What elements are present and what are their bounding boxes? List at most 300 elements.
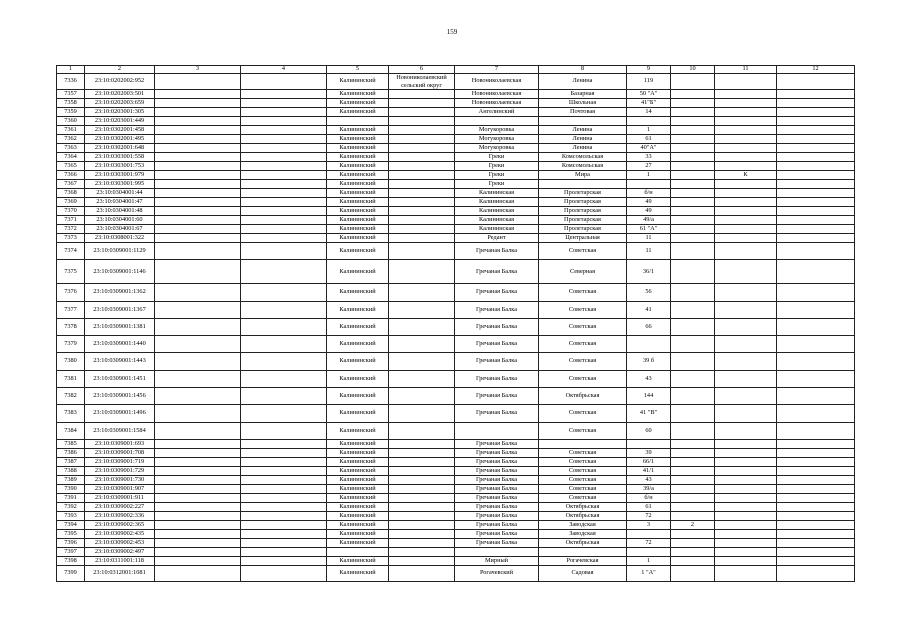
cadastral-number-cell: 23:10:0304001:60 — [85, 216, 155, 225]
empty-cell — [241, 153, 327, 162]
row-number-cell: 7363 — [57, 144, 85, 153]
empty-cell — [241, 439, 327, 448]
settlement-area-cell — [389, 556, 455, 565]
column-11-cell — [715, 135, 777, 144]
column-10-cell — [671, 108, 715, 117]
empty-cell — [241, 260, 327, 284]
table-row — [57, 117, 855, 126]
empty-cell — [241, 216, 327, 225]
empty-cell — [241, 370, 327, 387]
house-number-cell: 27 — [627, 162, 671, 171]
column-10-cell: 2 — [671, 520, 715, 529]
house-number-cell: 3 — [627, 520, 671, 529]
column-11-cell — [715, 493, 777, 502]
street-cell: Советская — [539, 243, 627, 260]
street-cell: Советская — [539, 318, 627, 335]
settlement-area-cell — [389, 439, 455, 448]
cadastral-number-cell: 23:10:0309001:1367 — [85, 301, 155, 318]
empty-cell — [241, 135, 327, 144]
empty-cell — [777, 90, 855, 99]
house-number-cell — [627, 529, 671, 538]
locality-cell: Ангелинский — [455, 108, 539, 117]
district-cell: Калининский — [327, 162, 389, 171]
column-10-cell — [671, 405, 715, 422]
column-10-cell — [671, 556, 715, 565]
settlement-area-cell — [389, 538, 455, 547]
street-cell: Советская — [539, 370, 627, 387]
row-number-cell: 7386 — [57, 448, 85, 457]
district-cell: Калининский — [327, 538, 389, 547]
column-10-cell — [671, 370, 715, 387]
empty-cell — [241, 108, 327, 117]
settlement-area-cell — [389, 162, 455, 171]
district-cell: Калининский — [327, 405, 389, 422]
locality-cell: Гречаная Балка — [455, 243, 539, 260]
settlement-area-cell — [389, 301, 455, 318]
empty-cell — [155, 99, 241, 108]
locality-cell: Новониколаевская — [455, 99, 539, 108]
empty-cell — [241, 520, 327, 529]
district-cell: Калининский — [327, 135, 389, 144]
row-number-cell: 7392 — [57, 502, 85, 511]
table-row — [57, 493, 855, 502]
district-cell: Калининский — [327, 225, 389, 234]
column-11-cell: К — [715, 171, 777, 180]
row-number-cell: 7357 — [57, 90, 85, 99]
empty-cell — [777, 529, 855, 538]
column-number: 3 — [155, 66, 241, 74]
street-cell: Советская — [539, 301, 627, 318]
street-cell — [539, 439, 627, 448]
column-10-cell — [671, 90, 715, 99]
column-10-cell — [671, 171, 715, 180]
empty-cell — [241, 511, 327, 520]
empty-cell — [155, 225, 241, 234]
column-10-cell — [671, 198, 715, 207]
settlement-area-cell — [389, 448, 455, 457]
row-number-cell: 7395 — [57, 529, 85, 538]
street-cell: Пролетарская — [539, 189, 627, 198]
street-cell — [539, 117, 627, 126]
locality-cell: Гречаная Балка — [455, 484, 539, 493]
column-10-cell — [671, 216, 715, 225]
table-row — [57, 353, 855, 370]
empty-cell — [155, 234, 241, 243]
column-11-cell — [715, 243, 777, 260]
column-11-cell — [715, 216, 777, 225]
column-number: 9 — [627, 66, 671, 74]
row-number-cell: 7393 — [57, 511, 85, 520]
row-number-cell: 7379 — [57, 336, 85, 353]
settlement-area-cell — [389, 565, 455, 581]
empty-cell — [241, 353, 327, 370]
cadastral-number-cell: 23:10:0309001:1362 — [85, 284, 155, 301]
row-number-cell: 7377 — [57, 301, 85, 318]
empty-cell — [777, 448, 855, 457]
cadastral-number-cell: 23:10:0312001:1081 — [85, 565, 155, 581]
empty-cell — [777, 405, 855, 422]
street-cell: Мира — [539, 171, 627, 180]
locality-cell: Гречаная Балка — [455, 353, 539, 370]
district-cell: Калининский — [327, 180, 389, 189]
house-number-cell: 61 — [627, 502, 671, 511]
settlement-area-cell — [389, 457, 455, 466]
empty-cell — [241, 225, 327, 234]
street-cell — [539, 547, 627, 556]
district-cell: Калининский — [327, 502, 389, 511]
settlement-area-cell — [389, 243, 455, 260]
district-cell: Калининский — [327, 520, 389, 529]
column-10-cell — [671, 180, 715, 189]
row-number-cell: 7336 — [57, 74, 85, 90]
street-cell: Октябрьская — [539, 502, 627, 511]
empty-cell — [155, 336, 241, 353]
column-11-cell — [715, 538, 777, 547]
cadastral-number-cell: 23:10:0203001:305 — [85, 108, 155, 117]
row-number-cell: 7387 — [57, 457, 85, 466]
locality-cell: Калининская — [455, 207, 539, 216]
settlement-area-cell — [389, 189, 455, 198]
column-11-cell — [715, 353, 777, 370]
column-number: 5 — [327, 66, 389, 74]
cadastral-number-cell: 23:10:0309001:1440 — [85, 336, 155, 353]
column-11-cell — [715, 370, 777, 387]
empty-cell — [241, 502, 327, 511]
locality-cell: Гречаная Балка — [455, 405, 539, 422]
district-cell: Калининский — [327, 171, 389, 180]
cadastral-number-cell: 23:10:0202002:952 — [85, 74, 155, 90]
district-cell: Калининский — [327, 466, 389, 475]
settlement-area-cell — [389, 511, 455, 520]
cadastral-number-cell: 23:10:0309002:365 — [85, 520, 155, 529]
empty-cell — [777, 520, 855, 529]
table-row — [57, 189, 855, 198]
settlement-area-cell — [389, 99, 455, 108]
street-cell: Октябрьская — [539, 511, 627, 520]
empty-cell — [777, 547, 855, 556]
street-cell: Заводская — [539, 529, 627, 538]
empty-cell — [777, 198, 855, 207]
column-11-cell — [715, 318, 777, 335]
locality-cell: Гречаная Балка — [455, 260, 539, 284]
table-body — [57, 66, 855, 582]
empty-cell — [241, 388, 327, 405]
column-10-cell — [671, 511, 715, 520]
settlement-area-cell — [389, 260, 455, 284]
street-cell: Школьная — [539, 99, 627, 108]
empty-cell — [241, 198, 327, 207]
cadastral-number-cell: 23:10:0302001:648 — [85, 144, 155, 153]
locality-cell — [455, 547, 539, 556]
column-11-cell — [715, 90, 777, 99]
column-number: 12 — [777, 66, 855, 74]
empty-cell — [155, 108, 241, 117]
row-number-cell: 7384 — [57, 422, 85, 439]
district-cell: Калининский — [327, 153, 389, 162]
row-number-cell: 7378 — [57, 318, 85, 335]
district-cell: Калининский — [327, 388, 389, 405]
empty-cell — [155, 301, 241, 318]
settlement-area-cell — [389, 153, 455, 162]
cadastral-number-cell: 23:10:0309001:1451 — [85, 370, 155, 387]
house-number-cell — [627, 117, 671, 126]
empty-cell — [777, 171, 855, 180]
empty-cell — [155, 529, 241, 538]
district-cell: Калининский — [327, 207, 389, 216]
empty-cell — [241, 243, 327, 260]
column-10-cell — [671, 484, 715, 493]
table-row — [57, 405, 855, 422]
settlement-area-cell — [389, 171, 455, 180]
column-11-cell — [715, 529, 777, 538]
row-number-cell: 7399 — [57, 565, 85, 581]
column-10-cell — [671, 448, 715, 457]
street-cell: Садовая — [539, 565, 627, 581]
empty-cell — [155, 493, 241, 502]
house-number-cell: б/н — [627, 493, 671, 502]
house-number-cell: 56 — [627, 284, 671, 301]
locality-cell: Гречаная Балка — [455, 538, 539, 547]
row-number-cell: 7365 — [57, 162, 85, 171]
house-number-cell: 40"А" — [627, 144, 671, 153]
column-11-cell — [715, 144, 777, 153]
locality-cell: Гречаная Балка — [455, 520, 539, 529]
empty-cell — [241, 144, 327, 153]
cadastral-number-cell: 23:10:0304001:67 — [85, 225, 155, 234]
street-cell: Советская — [539, 405, 627, 422]
settlement-area-cell — [389, 502, 455, 511]
row-number-cell: 7360 — [57, 117, 85, 126]
street-cell: Пролетарская — [539, 198, 627, 207]
empty-cell — [155, 457, 241, 466]
empty-cell — [777, 207, 855, 216]
settlement-area-cell — [389, 207, 455, 216]
column-10-cell — [671, 284, 715, 301]
column-number: 2 — [85, 66, 155, 74]
table-row — [57, 439, 855, 448]
street-cell: Центральная — [539, 234, 627, 243]
column-10-cell — [671, 234, 715, 243]
street-cell: Комсомольская — [539, 162, 627, 171]
column-10-cell — [671, 260, 715, 284]
row-number-cell: 7389 — [57, 475, 85, 484]
table-row — [57, 336, 855, 353]
row-number-cell: 7375 — [57, 260, 85, 284]
settlement-area-cell — [389, 117, 455, 126]
district-cell: Калининский — [327, 108, 389, 117]
row-number-cell: 7381 — [57, 370, 85, 387]
empty-cell — [241, 538, 327, 547]
house-number-cell: 36/1 — [627, 260, 671, 284]
house-number-cell: 50 "А" — [627, 90, 671, 99]
table-row — [57, 126, 855, 135]
cadastral-number-cell: 23:10:0309002:497 — [85, 547, 155, 556]
house-number-cell: 41 — [627, 301, 671, 318]
house-number-cell: 60 — [627, 422, 671, 439]
settlement-area-cell — [389, 475, 455, 484]
district-cell: Калининский — [327, 529, 389, 538]
row-number-cell: 7361 — [57, 126, 85, 135]
table-row — [57, 318, 855, 335]
house-number-cell: 119 — [627, 74, 671, 90]
locality-cell: Гречаная Балка — [455, 336, 539, 353]
table-row — [57, 225, 855, 234]
house-number-cell: 33 — [627, 153, 671, 162]
cadastral-number-cell: 23:10:0309001:1584 — [85, 422, 155, 439]
empty-cell — [777, 511, 855, 520]
column-11-cell — [715, 301, 777, 318]
district-cell: Калининский — [327, 422, 389, 439]
house-number-cell: 1 — [627, 556, 671, 565]
street-cell: Октябрьская — [539, 538, 627, 547]
house-number-cell: 14 — [627, 108, 671, 117]
column-11-cell — [715, 225, 777, 234]
column-11-cell — [715, 502, 777, 511]
row-number-cell: 7383 — [57, 405, 85, 422]
street-cell: Советская — [539, 457, 627, 466]
empty-cell — [155, 538, 241, 547]
settlement-area-cell — [389, 520, 455, 529]
row-number-cell: 7359 — [57, 108, 85, 117]
empty-cell — [155, 448, 241, 457]
district-cell: Калининский — [327, 284, 389, 301]
empty-cell — [241, 405, 327, 422]
cadastral-number-cell: 23:10:0309001:730 — [85, 475, 155, 484]
column-10-cell — [671, 162, 715, 171]
district-cell: Калининский — [327, 243, 389, 260]
row-number-cell: 7371 — [57, 216, 85, 225]
house-number-cell: 41"Б" — [627, 99, 671, 108]
empty-cell — [155, 144, 241, 153]
settlement-area-cell — [389, 144, 455, 153]
empty-cell — [241, 457, 327, 466]
cadastral-number-cell: 23:10:0304001:47 — [85, 198, 155, 207]
empty-cell — [777, 502, 855, 511]
column-11-cell — [715, 108, 777, 117]
empty-cell — [777, 422, 855, 439]
locality-cell: Рогачевский — [455, 565, 539, 581]
empty-cell — [155, 556, 241, 565]
street-cell: Ленина — [539, 135, 627, 144]
cadastral-number-cell: 23:10:0309001:907 — [85, 484, 155, 493]
empty-cell — [777, 117, 855, 126]
empty-cell — [155, 216, 241, 225]
empty-cell — [155, 117, 241, 126]
locality-cell — [455, 422, 539, 439]
locality-cell: Гречаная Балка — [455, 318, 539, 335]
column-11-cell — [715, 336, 777, 353]
column-10-cell — [671, 153, 715, 162]
cadastral-number-cell: 23:10:0311001:118 — [85, 556, 155, 565]
settlement-area-cell — [389, 234, 455, 243]
empty-cell — [241, 475, 327, 484]
settlement-area-cell — [389, 108, 455, 117]
district-cell: Калининский — [327, 353, 389, 370]
column-11-cell — [715, 284, 777, 301]
cadastral-number-cell: 23:10:0309002:227 — [85, 502, 155, 511]
cadastral-number-cell: 23:10:0309001:1496 — [85, 405, 155, 422]
locality-cell: Могукоровка — [455, 135, 539, 144]
settlement-area-cell — [389, 225, 455, 234]
table-row — [57, 475, 855, 484]
row-number-cell: 7364 — [57, 153, 85, 162]
table-row — [57, 153, 855, 162]
street-cell: Советская — [539, 422, 627, 439]
empty-cell — [241, 484, 327, 493]
house-number-cell: 1 — [627, 126, 671, 135]
house-number-cell: 39 — [627, 448, 671, 457]
table-row — [57, 502, 855, 511]
street-cell: Ленина — [539, 126, 627, 135]
cadastral-number-cell: 23:10:0303001:558 — [85, 153, 155, 162]
table-row — [57, 99, 855, 108]
column-number: 6 — [389, 66, 455, 74]
empty-cell — [155, 90, 241, 99]
street-cell: Октябрьская — [539, 388, 627, 405]
empty-cell — [777, 189, 855, 198]
settlement-area-cell — [389, 126, 455, 135]
house-number-cell: 11 — [627, 234, 671, 243]
empty-cell — [241, 90, 327, 99]
row-number-cell: 7369 — [57, 198, 85, 207]
column-10-cell — [671, 565, 715, 581]
empty-cell — [155, 135, 241, 144]
street-cell: Рогачевская — [539, 556, 627, 565]
column-11-cell — [715, 556, 777, 565]
empty-cell — [155, 439, 241, 448]
empty-cell — [241, 180, 327, 189]
empty-cell — [777, 99, 855, 108]
house-number-cell: 61 — [627, 135, 671, 144]
cadastral-number-cell: 23:10:0203001:449 — [85, 117, 155, 126]
district-cell: Калининский — [327, 189, 389, 198]
table-row — [57, 284, 855, 301]
settlement-area-cell: Новониколаевский сельский округ — [389, 74, 455, 90]
cadastral-number-cell: 23:10:0304001:48 — [85, 207, 155, 216]
column-10-cell — [671, 243, 715, 260]
locality-cell: Греки — [455, 180, 539, 189]
column-10-cell — [671, 117, 715, 126]
empty-cell — [155, 243, 241, 260]
cadastral-number-cell: 23:10:0309001:1129 — [85, 243, 155, 260]
column-11-cell — [715, 126, 777, 135]
district-cell: Калининский — [327, 336, 389, 353]
house-number-cell: 1 — [627, 171, 671, 180]
locality-cell: Гречаная Балка — [455, 493, 539, 502]
house-number-cell: 11 — [627, 243, 671, 260]
empty-cell — [155, 520, 241, 529]
row-number-cell: 7368 — [57, 189, 85, 198]
row-number-cell: 7370 — [57, 207, 85, 216]
cadastral-number-cell: 23:10:0202003:501 — [85, 90, 155, 99]
row-number-cell: 7394 — [57, 520, 85, 529]
table-row — [57, 74, 855, 90]
district-cell: Калининский — [327, 457, 389, 466]
empty-cell — [777, 336, 855, 353]
empty-cell — [777, 126, 855, 135]
column-11-cell — [715, 405, 777, 422]
empty-cell — [777, 243, 855, 260]
row-number-cell: 7376 — [57, 284, 85, 301]
column-10-cell — [671, 457, 715, 466]
empty-cell — [241, 99, 327, 108]
locality-cell: Калининская — [455, 198, 539, 207]
column-11-cell — [715, 511, 777, 520]
settlement-area-cell — [389, 353, 455, 370]
street-cell: Ленина — [539, 144, 627, 153]
empty-cell — [777, 301, 855, 318]
settlement-area-cell — [389, 284, 455, 301]
